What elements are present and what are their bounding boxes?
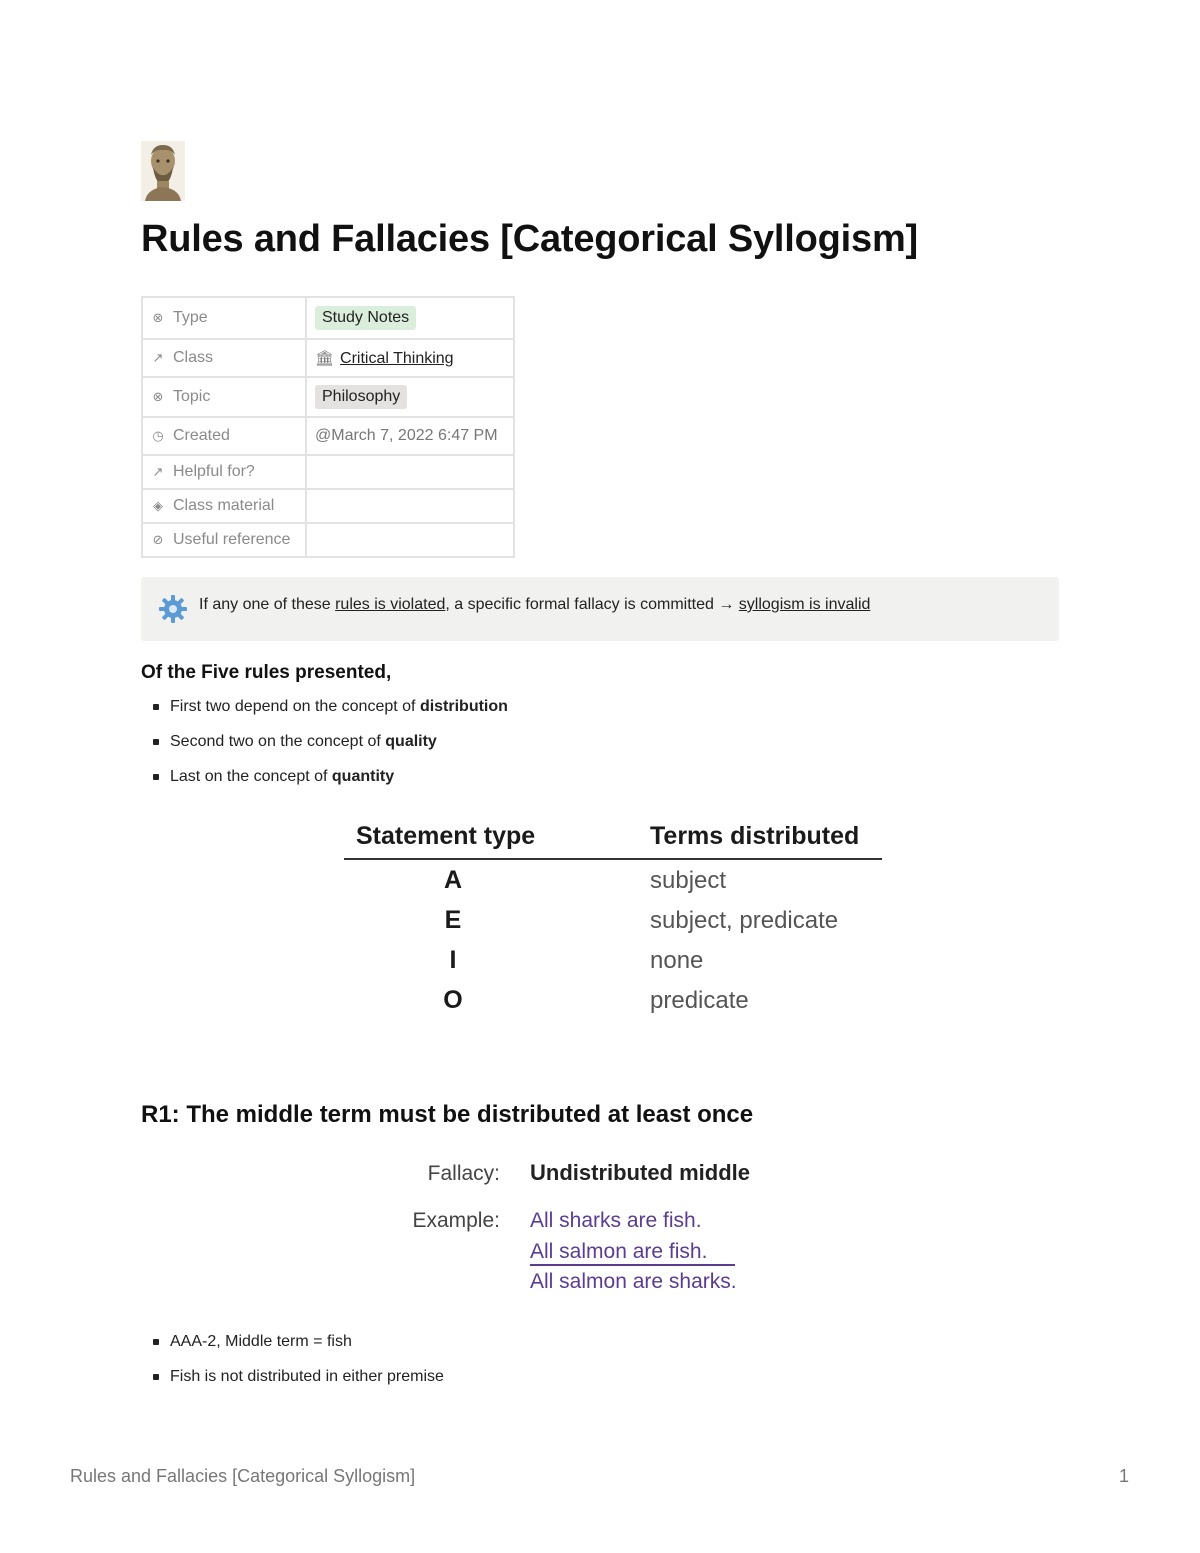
class-page-icon: 🏛 xyxy=(315,349,335,367)
property-key: ↗ Class xyxy=(142,339,306,377)
terms-value: subject, predicate xyxy=(650,907,839,934)
property-key: ⊗ Type xyxy=(142,297,306,339)
link-icon: ⊘ xyxy=(152,532,164,547)
page-number: 1 xyxy=(1118,1466,1129,1486)
fallacy-name: Undistributed middle xyxy=(530,1160,750,1185)
file-icon: ◈ xyxy=(153,498,163,513)
statement-letter: O xyxy=(443,986,463,1014)
property-row-type xyxy=(142,297,514,339)
callout xyxy=(141,577,1059,641)
distribution-table xyxy=(344,822,882,1022)
rules-violated-text: rules is violated xyxy=(335,596,446,613)
property-value[interactable] xyxy=(306,489,514,523)
properties-table xyxy=(141,296,515,558)
property-row-helpful-for xyxy=(142,455,514,489)
terms-value: none xyxy=(650,947,704,974)
terms-distributed-header: Terms distributed xyxy=(650,822,860,850)
example-conclusion: All salmon are sharks. xyxy=(530,1270,737,1293)
gear-icon xyxy=(157,593,189,625)
terms-value: predicate xyxy=(650,987,749,1014)
five-rules-heading: Of the Five rules presented, xyxy=(141,662,392,683)
fallacy-example xyxy=(390,1160,810,1300)
property-key: ◈ Class material xyxy=(142,489,306,523)
fallacy-label: Fallacy: xyxy=(427,1162,500,1185)
list-item: AAA-2, Middle term = fish xyxy=(150,1332,444,1367)
header-rule xyxy=(344,858,882,860)
property-row-topic xyxy=(142,377,514,417)
list-item: Last on the concept of quantity xyxy=(150,767,508,802)
property-key: ↗ Helpful for? xyxy=(142,455,306,489)
class-relation-link[interactable]: Critical Thinking xyxy=(340,349,454,367)
callout-text: If any one of these rules is violated, a specific formal fallacy is committed → syllogism is invalid xyxy=(199,596,871,613)
property-row-class-material xyxy=(142,489,514,523)
list-item: First two depend on the concept of distribution xyxy=(150,697,508,732)
list-item: Fish is not distributed in either premise xyxy=(150,1367,444,1402)
statement-letter: I xyxy=(449,946,457,974)
property-key: ⊘ Useful reference xyxy=(142,523,306,557)
property-value[interactable] xyxy=(306,377,514,417)
terms-value: subject xyxy=(650,867,727,894)
statement-letter: E xyxy=(444,906,462,934)
five-rules-list xyxy=(150,697,508,802)
statement-type-header: Statement type xyxy=(356,822,536,850)
example-label: Example: xyxy=(412,1209,500,1232)
select-icon: ⊗ xyxy=(152,389,164,404)
relation-arrow-icon: ↗ xyxy=(152,350,164,365)
footer-title: Rules and Fallacies [Categorical Syllogism] xyxy=(70,1466,416,1486)
relation-arrow-icon: ↗ xyxy=(152,464,164,479)
page-title: Rules and Fallacies [Categorical Syllogism] xyxy=(141,218,918,260)
property-value[interactable] xyxy=(306,455,514,489)
syllogism-invalid-text: syllogism is invalid xyxy=(738,596,871,613)
example-premise-1: All sharks are fish. xyxy=(530,1209,702,1232)
list-item: Second two on the concept of quality xyxy=(150,732,508,767)
aristotle-bust-icon xyxy=(141,141,185,201)
property-key: ◷ Created xyxy=(142,417,306,455)
statement-letter: A xyxy=(443,866,463,894)
property-row-created xyxy=(142,417,514,455)
rule-1-notes xyxy=(150,1332,444,1402)
example-premise-2: All salmon are fish. xyxy=(530,1240,735,1266)
property-value[interactable] xyxy=(306,339,514,377)
property-value[interactable] xyxy=(306,523,514,557)
property-key: ⊗ Topic xyxy=(142,377,306,417)
clock-icon: ◷ xyxy=(152,428,164,443)
topic-tag[interactable]: Philosophy xyxy=(315,385,407,409)
property-row-class xyxy=(142,339,514,377)
property-value[interactable] xyxy=(306,297,514,339)
type-tag[interactable]: Study Notes xyxy=(315,306,416,330)
rule-1-heading: R1: The middle term must be distributed at least once xyxy=(141,1101,754,1128)
select-icon: ⊗ xyxy=(152,310,164,325)
property-row-useful-reference xyxy=(142,523,514,557)
created-date: @March 7, 2022 6:47 PM xyxy=(306,417,514,455)
